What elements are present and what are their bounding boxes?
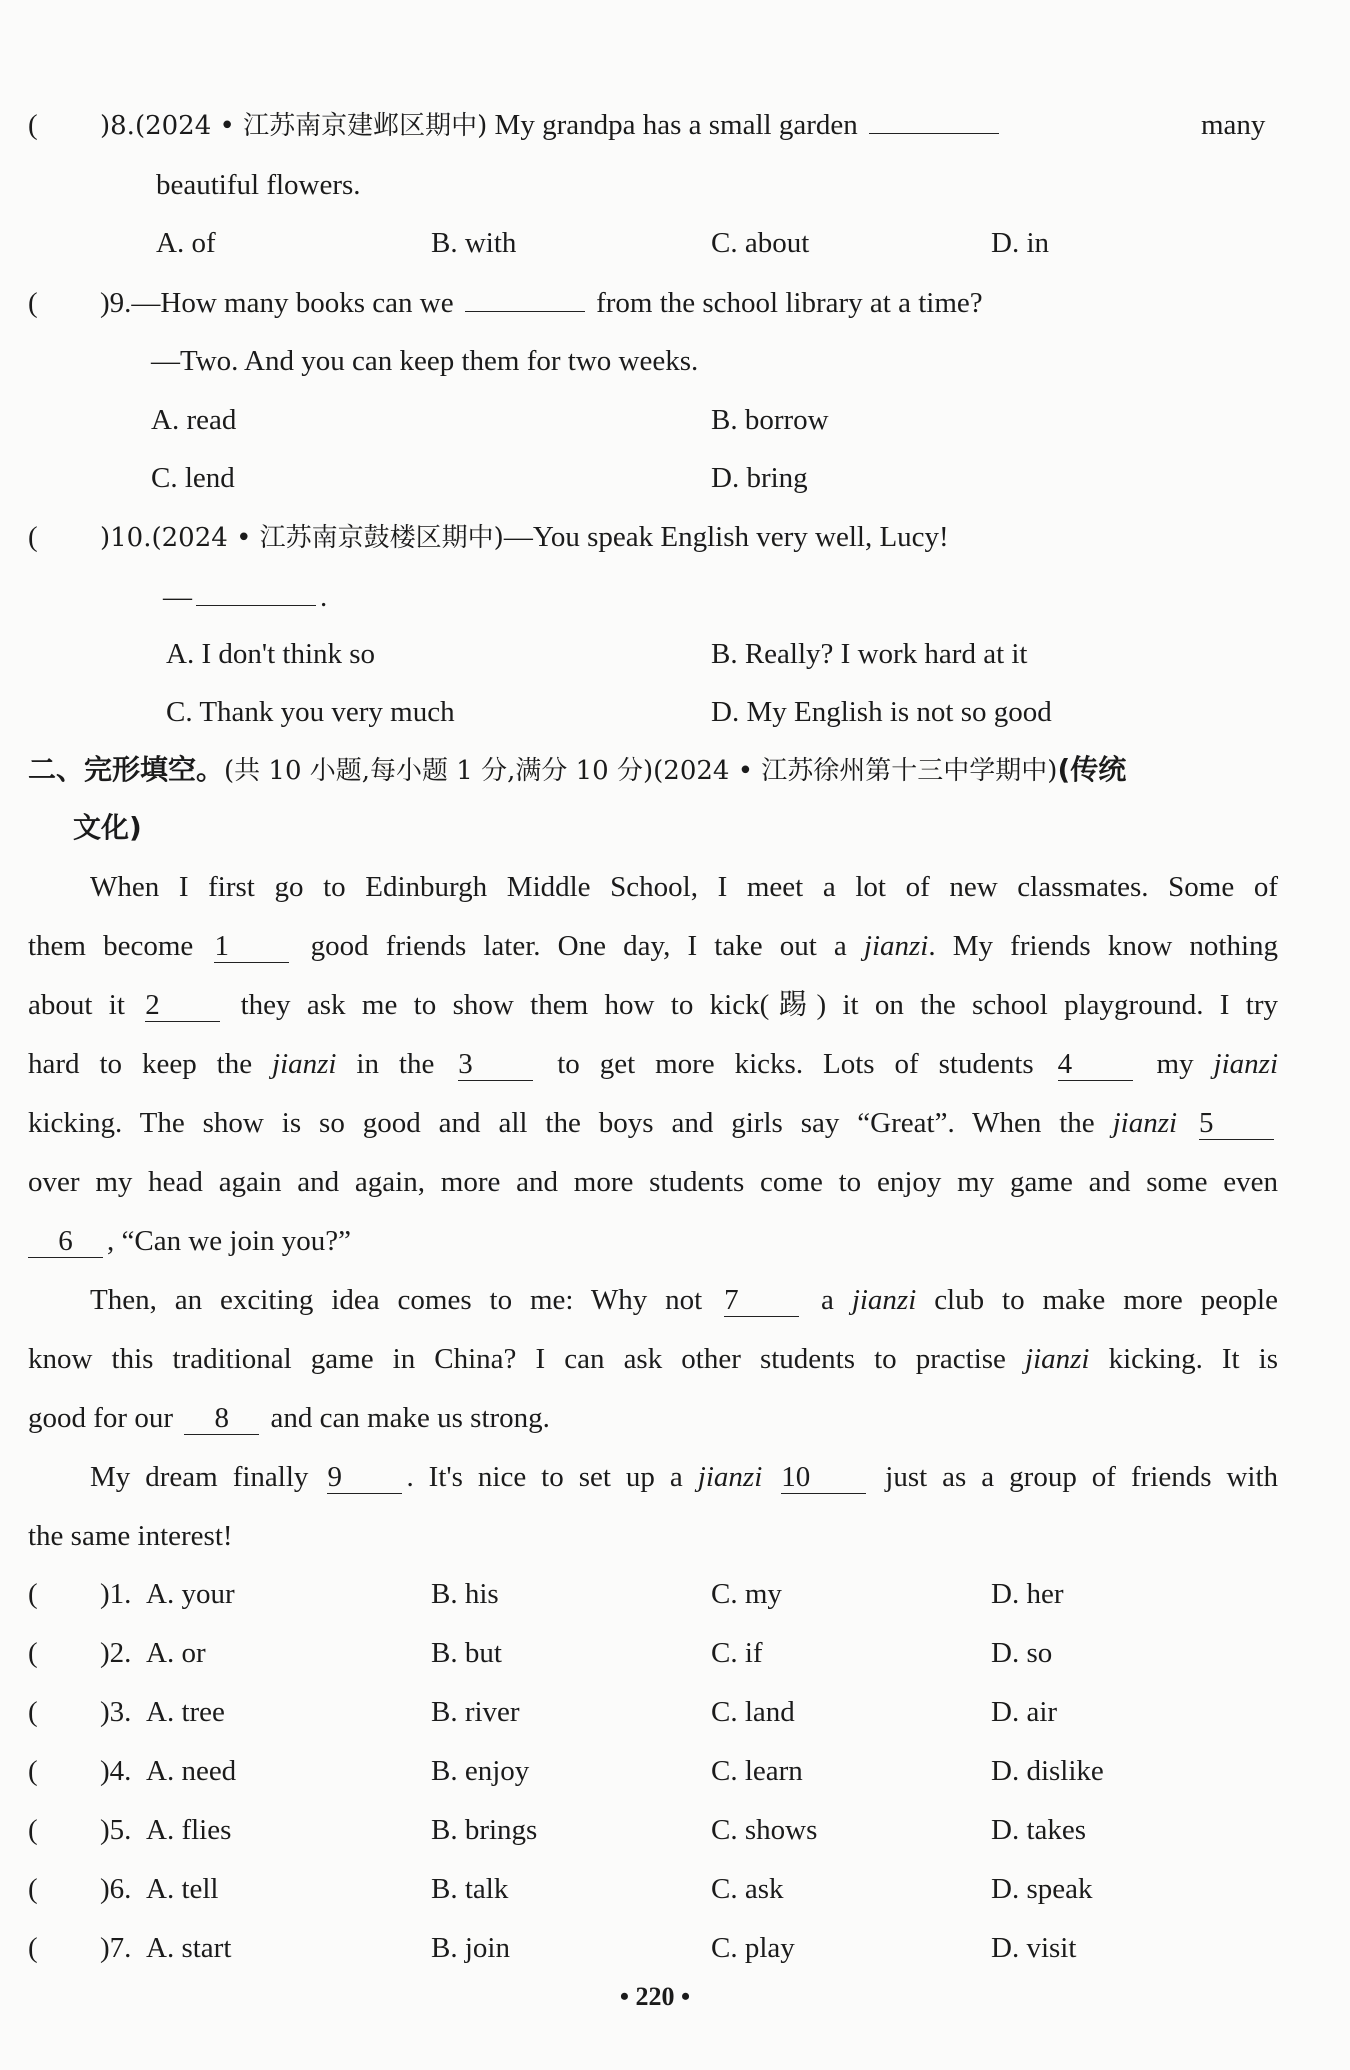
option-d[interactable]: D. her — [991, 1578, 1064, 1610]
section-info: (共 10 小题,每小题 1 分,满分 10 分)(2024 • 江苏徐州第十三中学期中) — [224, 756, 1058, 786]
option-b[interactable]: B. but — [431, 1637, 502, 1669]
option-b[interactable]: B. talk — [431, 1873, 509, 1905]
question-number: )1. — [100, 1578, 132, 1610]
question-number: )7. — [100, 1932, 132, 1964]
answer-paren[interactable]: ( — [28, 1814, 38, 1846]
option-c[interactable]: C. Thank you very much — [166, 696, 455, 728]
question-number-source: )8.(2024 • 江苏南京建邺区期中) — [100, 111, 488, 141]
cloze-blank[interactable]: 2 — [145, 989, 220, 1022]
answer-blank[interactable] — [196, 605, 316, 606]
cloze-blank[interactable]: 4 — [1058, 1048, 1133, 1081]
option-b[interactable]: B. river — [431, 1696, 520, 1728]
passage-line: them become 1 good friends later. One day, I take out a jianzi. My friends know nothing — [28, 930, 1279, 962]
option-b[interactable]: B. his — [431, 1578, 499, 1610]
passage-line: the same interest! — [28, 1520, 233, 1552]
option-a[interactable]: A. your — [146, 1578, 235, 1610]
section-tag: (传统 — [1057, 753, 1127, 786]
question-stem: from the school library at a time? — [596, 287, 983, 319]
question-reply: —Two. And you can keep them for two weeks. — [151, 345, 699, 377]
cloze-blank[interactable]: 3 — [458, 1048, 533, 1081]
option-d[interactable]: D. so — [991, 1637, 1053, 1669]
option-c[interactable]: C. land — [711, 1696, 795, 1728]
passage-line: When I first go to Edinburgh Middle School, I meet a lot of new classmates. Some of — [90, 871, 1278, 903]
option-b[interactable]: B. enjoy — [431, 1755, 530, 1787]
passage-line: kicking. The show is so good and all the boys and girls say “Great”. When the jianzi 5 — [28, 1103, 1278, 1143]
option-a[interactable]: A. read — [151, 404, 237, 436]
question-stem: many — [1201, 109, 1266, 141]
passage-line: about it 2 they ask me to show them how to kick(踢) it on the school playground. I try — [28, 989, 1279, 1021]
option-c[interactable]: C. my — [711, 1578, 782, 1610]
option-a[interactable]: A. need — [146, 1755, 237, 1787]
answer-paren[interactable]: ( — [28, 1637, 38, 1669]
page-number: • 220 • — [619, 1982, 691, 2011]
question-stem: —You speak English very well, Lucy! — [503, 521, 949, 553]
cloze-blank[interactable]: 5 — [1199, 1107, 1274, 1140]
option-d[interactable]: D. bring — [711, 462, 808, 494]
option-a[interactable]: A. or — [146, 1637, 206, 1669]
question-stem: beautiful flowers. — [156, 169, 361, 201]
answer-paren[interactable]: ( — [28, 109, 38, 141]
option-c[interactable]: C. about — [711, 227, 810, 259]
cloze-blank[interactable]: 9 — [327, 1461, 402, 1494]
option-d[interactable]: D. visit — [991, 1932, 1077, 1964]
option-a[interactable]: A. tree — [146, 1696, 225, 1728]
answer-paren[interactable]: ( — [28, 1696, 38, 1728]
answer-paren[interactable]: ( — [28, 1932, 38, 1964]
cloze-blank[interactable]: 7 — [724, 1284, 799, 1317]
question-number: )9. — [100, 287, 132, 319]
passage-line: My dream finally 9 . It's nice to set up a jianzi 10 just as a group of friends with — [90, 1461, 1279, 1493]
option-d[interactable]: D. speak — [991, 1873, 1093, 1905]
answer-paren[interactable]: ( — [28, 287, 38, 319]
passage-line: over my head again and again, more and more students come to enjoy my game and some even — [28, 1166, 1278, 1198]
option-d[interactable]: D. takes — [991, 1814, 1087, 1846]
answer-paren[interactable]: ( — [28, 1578, 38, 1610]
passage-line: good for our 8 and can make us strong. — [28, 1402, 550, 1434]
option-c[interactable]: C. shows — [711, 1814, 818, 1846]
cloze-blank[interactable]: 6 — [28, 1225, 103, 1258]
option-d[interactable]: D. air — [991, 1696, 1058, 1728]
question-stem: —How many books can we — [131, 287, 454, 319]
section-heading — [28, 750, 1278, 791]
answer-paren[interactable]: ( — [28, 1755, 38, 1787]
answer-blank[interactable] — [465, 311, 585, 312]
passage-line: know this traditional game in China? I can ask other students to practise jianzi kicking. It is — [28, 1343, 1279, 1375]
option-b[interactable]: B. borrow — [711, 404, 829, 436]
reply-dash: — — [163, 581, 192, 613]
section-title: 二、完形填空。 — [28, 753, 225, 786]
option-a[interactable]: A. of — [156, 227, 216, 259]
option-d[interactable]: D. dislike — [991, 1755, 1104, 1787]
option-a[interactable]: A. tell — [146, 1873, 219, 1905]
option-b[interactable]: B. join — [431, 1932, 510, 1964]
cloze-blank[interactable]: 10 — [781, 1461, 866, 1494]
option-c[interactable]: C. learn — [711, 1755, 803, 1787]
section-tag: 文化) — [73, 811, 142, 844]
option-a[interactable]: A. flies — [146, 1814, 232, 1846]
question-number: )3. — [100, 1696, 132, 1728]
passage-line: 6 , “Can we join you?” — [28, 1221, 1278, 1261]
option-c[interactable]: C. play — [711, 1932, 795, 1964]
option-a[interactable]: A. I don't think so — [166, 638, 376, 670]
option-d[interactable]: D. in — [991, 227, 1049, 259]
answer-blank[interactable] — [869, 133, 999, 134]
passage-line: Then, an exciting idea comes to me: Why not 7 a jianzi club to make more people — [90, 1284, 1278, 1316]
option-d[interactable]: D. My English is not so good — [711, 696, 1052, 728]
cloze-blank[interactable]: 8 — [184, 1402, 259, 1435]
option-c[interactable]: C. ask — [711, 1873, 784, 1905]
question-number-source: )10.(2024 • 江苏南京鼓楼区期中) — [100, 523, 504, 553]
question-number: )4. — [100, 1755, 132, 1787]
option-b[interactable]: B. Really? I work hard at it — [711, 638, 1028, 670]
question-number: )2. — [100, 1637, 132, 1669]
answer-paren[interactable]: ( — [28, 521, 38, 553]
option-a[interactable]: A. start — [146, 1932, 232, 1964]
passage-line: hard to keep the jianzi in the 3 to get more kicks. Lots of students 4 my jianzi — [28, 1048, 1279, 1080]
question-stem: My grandpa has a small garden — [494, 109, 858, 141]
question-number: )6. — [100, 1873, 132, 1905]
reply-period: . — [320, 581, 328, 613]
answer-paren[interactable]: ( — [28, 1873, 38, 1905]
option-b[interactable]: B. with — [431, 227, 517, 259]
option-c[interactable]: C. if — [711, 1637, 763, 1669]
option-b[interactable]: B. brings — [431, 1814, 538, 1846]
option-c[interactable]: C. lend — [151, 462, 235, 494]
question-number: )5. — [100, 1814, 132, 1846]
cloze-blank[interactable]: 1 — [214, 930, 289, 963]
